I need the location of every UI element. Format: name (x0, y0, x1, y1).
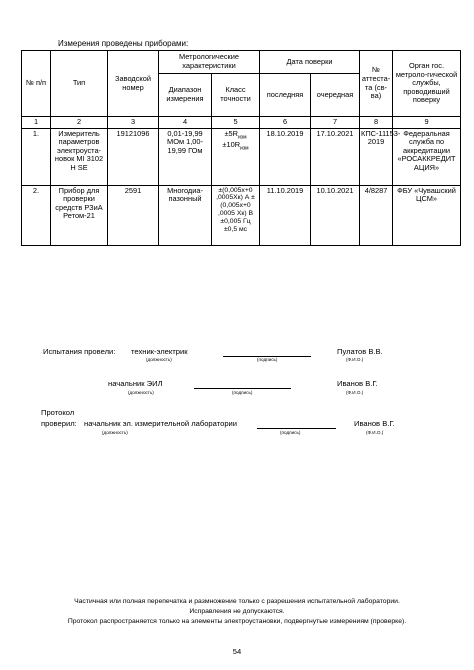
cell-serial: 2591 (108, 185, 159, 245)
cell-org: ФБУ «Чувашский ЦСМ» (393, 185, 461, 245)
table-row (22, 185, 461, 245)
col-num: 8 (360, 117, 393, 129)
hint-position: (должность) (146, 357, 172, 362)
header-organization: Орган гос. метроло-гической службы, проводивший поверку (393, 51, 461, 117)
header-last: последняя (260, 74, 311, 117)
footer-line-3: Протокол распространяется только на элементы электроустановки, подвергнутые измерениям (проверке). (67, 618, 407, 626)
col-num: 9 (393, 117, 461, 129)
hint-position: (должность) (102, 430, 128, 435)
col-num: 1 (22, 117, 51, 129)
col-num: 3 (108, 117, 159, 129)
cell-no: 1. (22, 128, 51, 185)
header-accuracy: Класс точности (212, 74, 260, 117)
hint-signature: (подпись) (232, 390, 253, 395)
table-row (22, 128, 461, 185)
header-type: Тип (51, 51, 108, 117)
signer-2-position: начальник ЭИЛ (108, 379, 163, 388)
col-num: 2 (51, 117, 108, 129)
header-metro: Метрологические характеристики (159, 51, 260, 74)
signer-3-position: начальник эл. измерительной лаборатории (84, 419, 238, 428)
col-num: 4 (159, 117, 212, 129)
header-certificate: № аттеста-та (св-ва) (360, 51, 393, 117)
header-verification-date: Дата поверки (260, 51, 360, 74)
cell-org: Федеральная служба по аккредитации «РОСАККРЕДИТ АЦИЯ» (393, 128, 461, 185)
cell-serial: 19121096 (108, 128, 159, 185)
signer-3-name: Иванов В.Г. (354, 419, 395, 428)
signer-1-name: Пулатов В.В. (337, 347, 383, 356)
tested-by-label: Испытания провели: (43, 347, 116, 356)
signer-1-position: техник-электрик (131, 347, 188, 356)
cell-accuracy: $\pm 5R_{изм}$ $\pm 10R_{изм}$ (212, 128, 260, 185)
footer-note (0, 597, 474, 628)
hint-signature: (подпись) (280, 430, 301, 435)
footer-line-2: Исправления не допускаются. (189, 608, 285, 616)
cell-type: Измеритель параметров электроуста-новок MI 3102 H SE (51, 128, 108, 185)
cell-last: 11.10.2019 (260, 185, 311, 245)
cell-range: Многодиа-пазонный (159, 185, 212, 245)
instruments-table (21, 50, 461, 246)
cell-next: 10.10.2021 (311, 185, 360, 245)
col-num: 5 (212, 117, 260, 129)
col-num: 7 (311, 117, 360, 129)
signature-line-2 (194, 388, 291, 389)
cell-range: 0,01-19,99 МОм 1,00-19,99 ГОм (159, 128, 212, 185)
cell-next: 17.10.2021 (311, 128, 360, 185)
header-range: Диапазон измерения (159, 74, 212, 117)
cell-cert: КПС-11153-2019 (360, 128, 393, 185)
hint-position: (должность) (128, 390, 154, 395)
signer-2-name: Иванов В.Г. (337, 379, 378, 388)
cell-no: 2. (22, 185, 51, 245)
col-num: 6 (260, 117, 311, 129)
instruments-caption: Измерения проведены приборами: (58, 39, 189, 48)
header-next: очередная (311, 74, 360, 117)
header-serial: Заводской номер (108, 51, 159, 117)
cell-cert: 4/8287 (360, 185, 393, 245)
hint-signature: (подпись) (257, 357, 278, 362)
cell-last: 18.10.2019 (260, 128, 311, 185)
protocol-label: Протокол (41, 408, 75, 417)
page-number: 54 (232, 647, 242, 656)
checked-label: проверил: (41, 419, 77, 428)
cell-type: Прибор для проверки средств РЗиА Ретом-21 (51, 185, 108, 245)
header-no: № п/п (22, 51, 51, 117)
footer-line-1: Частичная или полная перепечатка и размножение только с разрешения испытательной лаборатории. (74, 598, 400, 605)
hint-name: (Ф.И.О.) (346, 390, 364, 395)
column-numbers-row (22, 117, 461, 129)
cell-accuracy: ±(0,005х+0 ,0005Хк) А ±(0,005х+0 ,0005 Хк) В ±0,005 Гц ±0,5 мс (212, 185, 260, 245)
hint-name: (Ф.И.О.) (366, 430, 384, 435)
hint-name: (Ф.И.О.) (346, 357, 364, 362)
header-row-1 (22, 51, 461, 74)
signature-line-3 (257, 428, 336, 429)
